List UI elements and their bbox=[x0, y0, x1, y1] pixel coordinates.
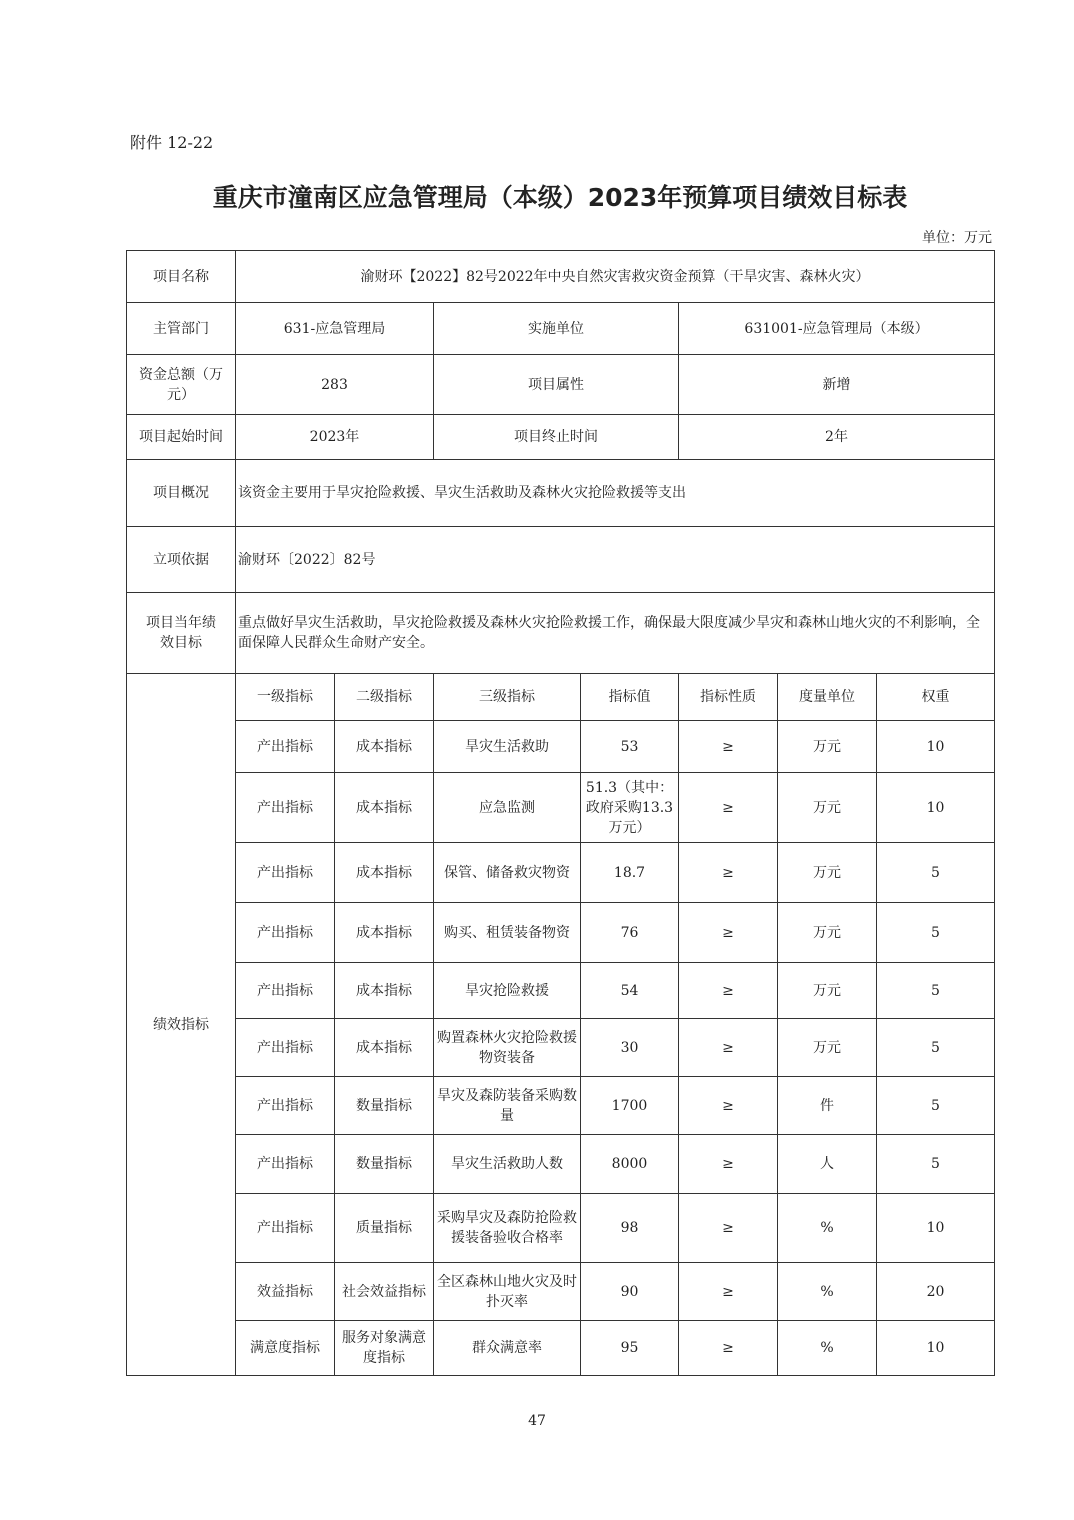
indicator-cell: 51.3（其中：政府采购13.3万元） bbox=[581, 773, 679, 843]
label: 主管部门 bbox=[127, 303, 236, 355]
indicator-cell: 54 bbox=[581, 963, 679, 1019]
indicator-cell: ≥ bbox=[679, 1077, 778, 1135]
indicator-cell: 产出指标 bbox=[236, 1019, 335, 1077]
indicator-cell: 53 bbox=[581, 721, 679, 773]
unit-label: 单位：万元 bbox=[922, 230, 992, 246]
implementing-unit: 631001-应急管理局（本级） bbox=[679, 303, 995, 355]
department: 631-应急管理局 bbox=[236, 303, 434, 355]
indicator-cell: ≥ bbox=[679, 843, 778, 903]
project-name: 渝财环【2022】82号2022年中央自然灾害救灾资金预算（干旱灾害、森林火灾） bbox=[236, 251, 995, 303]
indicator-cell: 5 bbox=[877, 843, 995, 903]
basis: 渝财环〔2022〕82号 bbox=[236, 527, 995, 593]
indicator-cell: 5 bbox=[877, 903, 995, 963]
indicator-cell: 满意度指标 bbox=[236, 1321, 335, 1376]
row-overview bbox=[127, 460, 995, 527]
indicator-cell: 效益指标 bbox=[236, 1263, 335, 1321]
indicator-cell: 产出指标 bbox=[236, 773, 335, 843]
indicator-cell: 万元 bbox=[778, 903, 877, 963]
label: 项目名称 bbox=[127, 251, 236, 303]
indicator-cell: 件 bbox=[778, 1077, 877, 1135]
indicator-cell: 产出指标 bbox=[236, 843, 335, 903]
indicator-cell: ≥ bbox=[679, 963, 778, 1019]
start-time: 2023年 bbox=[236, 415, 434, 460]
indicator-row bbox=[127, 1077, 995, 1135]
header: 指标值 bbox=[581, 674, 679, 721]
indicator-cell: 采购旱灾及森防抢险救援装备验收合格率 bbox=[434, 1194, 581, 1263]
label: 实施单位 bbox=[434, 303, 679, 355]
indicator-cell: 产出指标 bbox=[236, 1194, 335, 1263]
header: 权重 bbox=[877, 674, 995, 721]
row-project-name bbox=[127, 251, 995, 303]
indicator-cell: 服务对象满意度指标 bbox=[335, 1321, 434, 1376]
indicator-cell: ≥ bbox=[679, 721, 778, 773]
indicator-cell: 成本指标 bbox=[335, 903, 434, 963]
indicator-cell: 成本指标 bbox=[335, 721, 434, 773]
indicator-cell: 旱灾抢险救援 bbox=[434, 963, 581, 1019]
indicator-cell: 应急监测 bbox=[434, 773, 581, 843]
indicator-row bbox=[127, 903, 995, 963]
indicator-cell: % bbox=[778, 1263, 877, 1321]
indicator-cell: % bbox=[778, 1194, 877, 1263]
header: 指标性质 bbox=[679, 674, 778, 721]
indicator-cell: ≥ bbox=[679, 1019, 778, 1077]
row-goal bbox=[127, 593, 995, 674]
end-time: 2年 bbox=[679, 415, 995, 460]
indicator-cell: 万元 bbox=[778, 1019, 877, 1077]
indicator-cell: 95 bbox=[581, 1321, 679, 1376]
indicator-cell: 20 bbox=[877, 1263, 995, 1321]
indicator-cell: % bbox=[778, 1321, 877, 1376]
indicator-cell: 数量指标 bbox=[335, 1135, 434, 1194]
indicator-cell: 产出指标 bbox=[236, 903, 335, 963]
fund-total: 283 bbox=[236, 355, 434, 415]
indicator-cell: 5 bbox=[877, 1019, 995, 1077]
performance-table bbox=[126, 250, 995, 1376]
indicator-row bbox=[127, 1135, 995, 1194]
indicator-cell: 购置森林火灾抢险救援物资装备 bbox=[434, 1019, 581, 1077]
indicator-cell: 数量指标 bbox=[335, 1077, 434, 1135]
label: 项目属性 bbox=[434, 355, 679, 415]
indicator-cell: 5 bbox=[877, 1135, 995, 1194]
indicator-cell: 人 bbox=[778, 1135, 877, 1194]
indicator-cell: 万元 bbox=[778, 773, 877, 843]
indicator-cell: 产出指标 bbox=[236, 1135, 335, 1194]
indicator-cell: 成本指标 bbox=[335, 843, 434, 903]
indicator-cell: 万元 bbox=[778, 721, 877, 773]
indicator-cell: 76 bbox=[581, 903, 679, 963]
row-time bbox=[127, 415, 995, 460]
indicator-row bbox=[127, 1194, 995, 1263]
indicator-cell: 万元 bbox=[778, 963, 877, 1019]
header: 三级指标 bbox=[434, 674, 581, 721]
label: 项目当年绩效目标 bbox=[127, 593, 236, 674]
indicator-cell: 质量指标 bbox=[335, 1194, 434, 1263]
row-basis bbox=[127, 527, 995, 593]
indicator-cell: 全区森林山地火灾及时扑灭率 bbox=[434, 1263, 581, 1321]
indicator-cell: 5 bbox=[877, 963, 995, 1019]
header: 二级指标 bbox=[335, 674, 434, 721]
indicator-cell: 30 bbox=[581, 1019, 679, 1077]
indicator-cell: 1700 bbox=[581, 1077, 679, 1135]
indicator-cell: 18.7 bbox=[581, 843, 679, 903]
indicator-cell: ≥ bbox=[679, 1135, 778, 1194]
label: 项目概况 bbox=[127, 460, 236, 527]
indicator-cell: ≥ bbox=[679, 773, 778, 843]
row-fund bbox=[127, 355, 995, 415]
goal: 重点做好旱灾生活救助，旱灾抢险救援及森林火灾抢险救援工作，确保最大限度减少旱灾和森林山地火灾的不利影响，全面保障人民群众生命财产安全。 bbox=[236, 593, 995, 674]
indicator-header-row bbox=[127, 674, 995, 721]
indicator-cell: 产出指标 bbox=[236, 963, 335, 1019]
indicator-cell: 成本指标 bbox=[335, 773, 434, 843]
indicator-cell: 产出指标 bbox=[236, 1077, 335, 1135]
indicator-row bbox=[127, 1263, 995, 1321]
indicator-cell: 社会效益指标 bbox=[335, 1263, 434, 1321]
indicator-cell: ≥ bbox=[679, 903, 778, 963]
header: 度量单位 bbox=[778, 674, 877, 721]
label: 项目起始时间 bbox=[127, 415, 236, 460]
indicator-cell: 成本指标 bbox=[335, 963, 434, 1019]
indicator-cell: 98 bbox=[581, 1194, 679, 1263]
indicator-cell: 购买、租赁装备物资 bbox=[434, 903, 581, 963]
indicator-cell: 10 bbox=[877, 721, 995, 773]
label: 立项依据 bbox=[127, 527, 236, 593]
indicator-cell: 旱灾生活救助人数 bbox=[434, 1135, 581, 1194]
page-title: 重庆市潼南区应急管理局（本级）2023年预算项目绩效目标表 bbox=[212, 183, 908, 212]
indicator-row bbox=[127, 963, 995, 1019]
indicator-cell: 旱灾生活救助 bbox=[434, 721, 581, 773]
indicator-cell: ≥ bbox=[679, 1194, 778, 1263]
page-number: 47 bbox=[528, 1413, 546, 1429]
project-attribute: 新增 bbox=[679, 355, 995, 415]
indicator-row bbox=[127, 1019, 995, 1077]
header: 一级指标 bbox=[236, 674, 335, 721]
indicator-cell: ≥ bbox=[679, 1321, 778, 1376]
indicator-cell: 旱灾及森防装备采购数量 bbox=[434, 1077, 581, 1135]
indicator-cell: 90 bbox=[581, 1263, 679, 1321]
indicator-cell: 10 bbox=[877, 1194, 995, 1263]
label: 资金总额（万元） bbox=[127, 355, 236, 415]
indicator-cell: 5 bbox=[877, 1077, 995, 1135]
label: 项目终止时间 bbox=[434, 415, 679, 460]
indicator-row bbox=[127, 1321, 995, 1376]
indicator-row bbox=[127, 843, 995, 903]
indicator-row bbox=[127, 721, 995, 773]
overview: 该资金主要用于旱灾抢险救援、旱灾生活救助及森林火灾抢险救援等支出 bbox=[236, 460, 995, 527]
indicator-cell: 万元 bbox=[778, 843, 877, 903]
indicator-cell: 8000 bbox=[581, 1135, 679, 1194]
attachment-label: 附件 12-22 bbox=[130, 133, 214, 152]
indicator-cell: 10 bbox=[877, 773, 995, 843]
indicator-cell: 保管、储备救灾物资 bbox=[434, 843, 581, 903]
section-label: 绩效指标 bbox=[127, 674, 236, 1376]
indicator-cell: 群众满意率 bbox=[434, 1321, 581, 1376]
indicator-cell: 产出指标 bbox=[236, 721, 335, 773]
indicator-row bbox=[127, 773, 995, 843]
row-department bbox=[127, 303, 995, 355]
indicator-cell: 成本指标 bbox=[335, 1019, 434, 1077]
indicator-cell: ≥ bbox=[679, 1263, 778, 1321]
indicator-cell: 10 bbox=[877, 1321, 995, 1376]
